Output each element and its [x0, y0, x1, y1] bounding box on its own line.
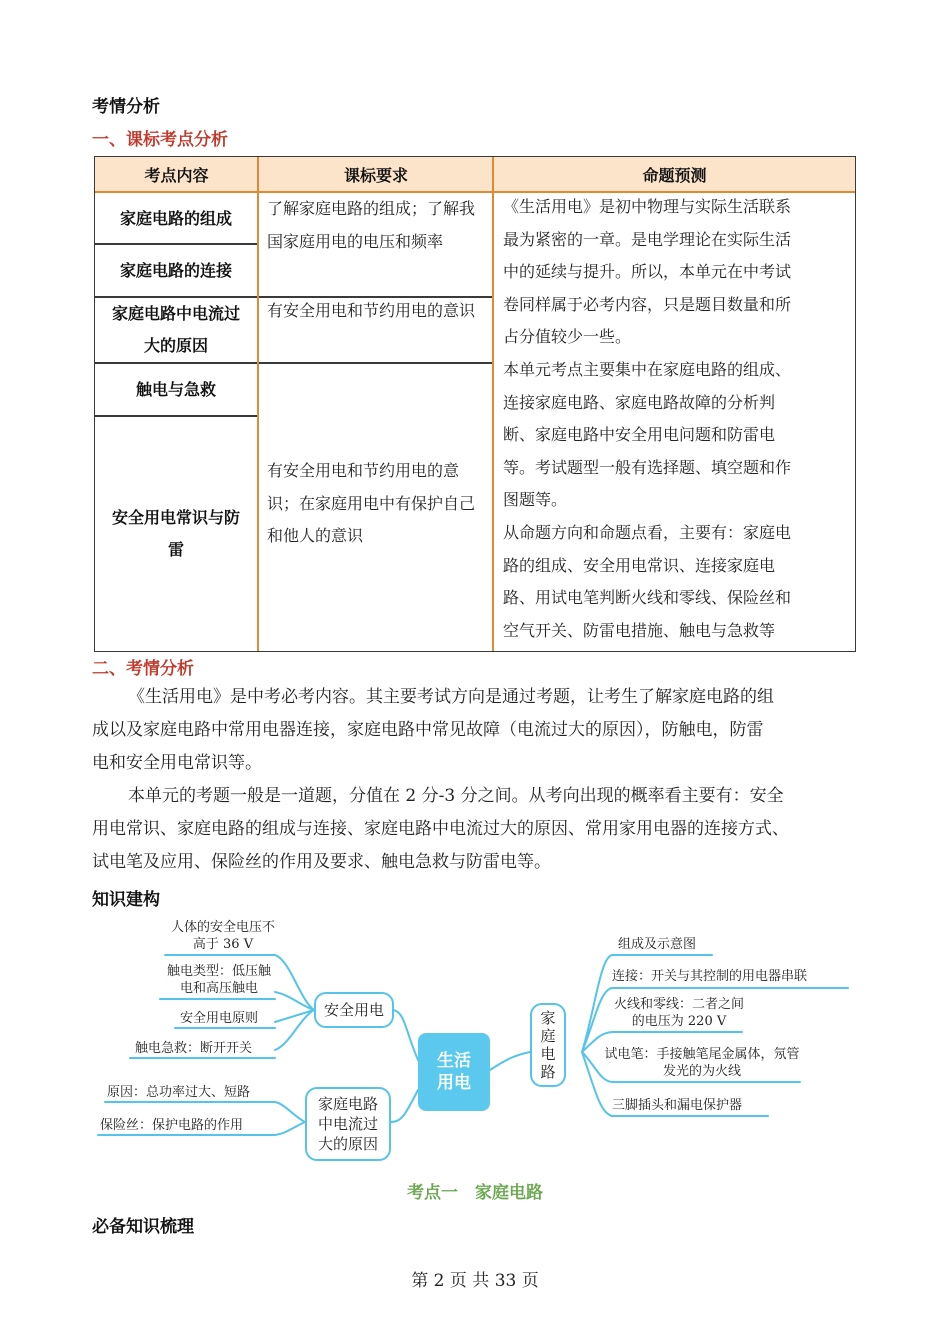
paragraph-line: 本单元的考题一般是一道题，分值在 2 分-3 分之间。从考向出现的概率看主要有：安全: [128, 786, 784, 806]
circuit-item: 火线和零线：二者之间的电压为 220 V: [613, 997, 744, 1029]
section2-title: 二、考情分析: [92, 659, 194, 679]
point-cell: 家庭电路的连接: [119, 260, 232, 280]
current-item: 保险丝：保护电路的作用: [100, 1118, 244, 1133]
circuit-item: 连接：开关与其控制的用电器串联: [612, 969, 808, 984]
header-prediction: 命题预测: [494, 157, 855, 193]
branch-circuit: 家庭电路: [530, 1003, 566, 1087]
prediction-line: 路、用试电笔判断火线和零线、保险丝和: [503, 588, 792, 608]
paragraph-line: 用电常识、家庭电路的组成与连接、家庭电路中电流过大的原因、常用家用电器的连接方式、: [92, 819, 789, 839]
branch-current: 家庭电路中电流过大的原因: [305, 1087, 391, 1161]
mindmap-center: 生活用电: [418, 1033, 490, 1111]
point-cell: 家庭电路中电流过大的原因: [111, 304, 240, 355]
point-cell: 触电与急救: [135, 379, 216, 399]
paragraph-line: 成以及家庭电路中常用电器连接，家庭电路中常见故障（电流过大的原因），防触电，防雷: [92, 720, 764, 740]
prediction-line: 路的组成、安全用电常识、连接家庭电: [503, 555, 776, 575]
paragraph-line: 电和安全用电常识等。: [92, 753, 262, 773]
page-heading: 考情分析: [92, 97, 160, 117]
circuit-item: 三脚插头和漏电保护器: [612, 1098, 743, 1113]
current-item: 原因：总功率过大、短路: [107, 1085, 251, 1100]
knowledge-title: 知识建构: [92, 890, 160, 910]
requirement-cell: 有安全用电和节约用电的意识: [267, 301, 476, 320]
safety-item: 安全用电原则: [180, 1011, 259, 1026]
prediction-line: 空气开关、防雷电措施、触电与急救等: [503, 620, 776, 640]
header-points: 考点内容: [95, 157, 258, 193]
must-know-title: 必备知识梳理: [92, 1217, 194, 1237]
page-footer: 第 2 页 共 33 页: [411, 1271, 539, 1291]
branch-safety: 安全用电: [314, 992, 394, 1028]
prediction-line: 从命题方向和命题点看，主要有：家庭电: [503, 522, 792, 542]
circuit-item: 试电笔：手接触笔尾金属体，氖管发光的为火线: [604, 1047, 800, 1079]
header-requirements: 课标要求: [258, 157, 494, 193]
prediction-line: 本单元考点主要集中在家庭电路的组成、: [503, 359, 792, 379]
section1-title: 一、课标考点分析: [92, 130, 228, 150]
prediction-line: 《生活用电》是初中物理与实际生活联系: [503, 197, 792, 216]
prediction-line: 占分值较少一些。: [503, 327, 632, 347]
requirement-cell: 了解家庭电路的组成；了解我国家庭用电的电压和频率: [267, 199, 476, 251]
prediction-line: 连接家庭电路、家庭电路故障的分析判: [503, 392, 776, 412]
requirement-cell: 有安全用电和节约用电的意识；在家庭用电中有保护自己和他人的意识: [267, 461, 476, 546]
safety-item: 触电类型：低压触电和高压触电: [166, 964, 271, 996]
paragraph-line: 《生活用电》是中考必考内容。其主要考试方向是通过考题，让考生了解家庭电路的组: [128, 687, 774, 707]
point-cell: 安全用电常识与防雷: [111, 508, 240, 559]
prediction-line: 卷同样属于必考内容，只是题目数量和所: [503, 294, 792, 314]
prediction-line: 等。考试题型一般有选择题、填空题和作: [503, 457, 792, 477]
paragraph-line: 试电笔及应用、保险丝的作用及要求、触电急救与防雷电等。: [92, 852, 551, 872]
point-cell: 家庭电路的组成: [119, 209, 232, 228]
circuit-item: 组成及示意图: [618, 937, 697, 952]
prediction-line: 中的延续与提升。所以，本单元在中考试: [503, 262, 792, 282]
prediction-line: 图题等。: [503, 490, 568, 510]
safety-item: 触电急救：断开开关: [135, 1041, 253, 1056]
topic-title: 考点一 家庭电路: [407, 1183, 543, 1203]
prediction-line: 最为紧密的一章。是电学理论在实际生活: [503, 229, 792, 249]
safety-item: 人体的安全电压不高于 36 V: [170, 920, 275, 952]
prediction-line: 断、家庭电路中安全用电问题和防雷电: [503, 425, 776, 445]
